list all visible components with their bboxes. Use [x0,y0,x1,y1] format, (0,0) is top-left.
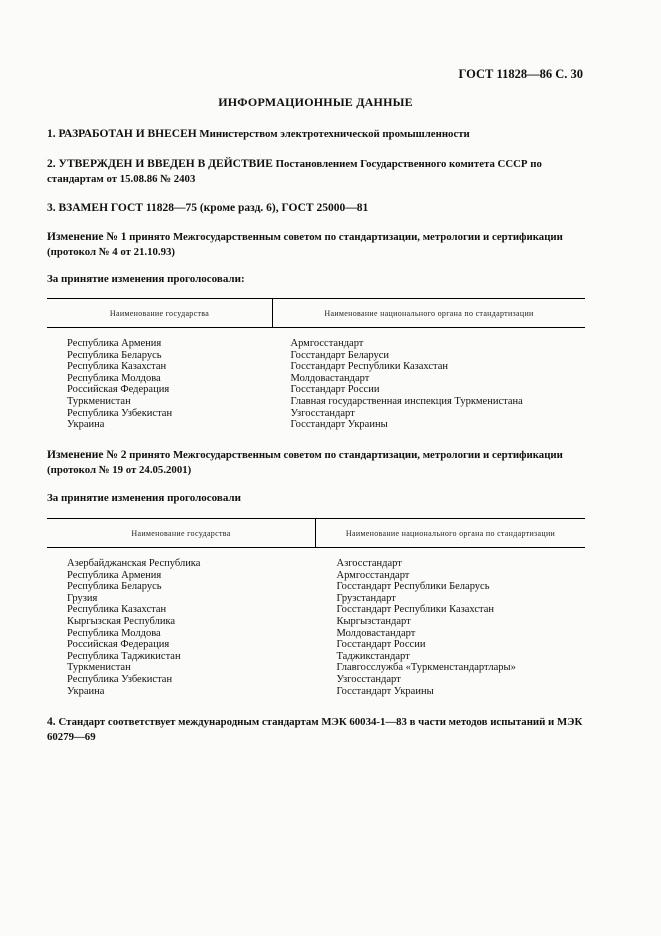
item-1-text: Министерством электротехнической промышленности [196,128,470,140]
table-row: Туркменистан [67,662,131,674]
change-1-text: принято Межгосударственным советом по стандартизации, метрологии и сертификации (протокол № 4 от 21.10.93) [47,231,563,258]
change-1-vote-heading: За принятие изменения проголосовали: [47,273,245,285]
change-1-orgs [273,328,586,431]
table-row: Госстандарт России [336,639,426,651]
change-2-states [47,548,316,698]
table-row: Республика Беларусь [67,349,162,361]
change-2-paragraph [47,448,587,478]
item-3-label: 3. ВЗАМЕН ГОСТ 11828—75 (кроме разд. 6), ГОСТ 25000—81 [47,202,369,214]
table-row: Республика Узбекистан [67,673,173,685]
table-row: Республика Армения [67,338,162,349]
change-2-vote-heading: За принятие изменения проголосовали [47,492,241,504]
item-2 [47,157,587,187]
table-row: Республика Молдова [67,372,161,384]
table-row: Республика Таджикистан [67,650,181,662]
item-2-label: 2. УТВЕРЖДЕН И ВВЕДЕН В ДЕЙСТВИЕ [47,158,273,170]
table-row: Госстандарт Беларуси [290,349,390,361]
table-row: Кыргызская Республика [67,615,176,627]
table-row: Грузия [67,592,98,604]
table-row: Армгосстандарт [336,569,410,581]
table-row: Главная государственная инспекция Туркменистана [290,395,523,407]
table-row: Туркменистан [67,395,131,407]
table-row: Узгосстандарт [336,673,401,685]
item-3 [47,201,587,216]
table-row: Украина [67,419,105,431]
table-row: Госстандарт Украины [336,685,434,697]
table-row: Госстандарт Республики Казахстан [290,361,449,373]
change-1-states [47,328,273,431]
change-1-label: Изменение № 1 [47,231,127,243]
table-row: Украина [67,685,105,697]
change-2-label: Изменение № 2 [47,449,127,461]
table-row: Российская Федерация [67,384,170,396]
table-row: Республика Узбекистан [67,407,173,419]
change-1-col-org: Наименование национального органа по стандартизации [273,299,586,328]
change-2-orgs [316,548,586,698]
page-title: ИНФОРМАЦИОННЫЕ ДАННЫЕ [218,95,413,109]
item-4-label: 4. [47,716,56,728]
table-row: Республика Беларусь [67,581,162,593]
table-row: Российская Федерация [67,639,170,651]
item-4-text: Стандарт соответствует международным стандартам МЭК 60034-1—83 в части методов испытаний и МЭК 60279—69 [47,716,583,743]
item-1-label: 1. РАЗРАБОТАН И ВНЕСЕН [47,128,197,140]
table-row: Узгосстандарт [290,407,355,419]
change-2-text: принято Межгосударственным советом по стандартизации, метрологии и сертификации (протокол № 19 от 24.05.2001) [47,449,563,476]
table-row: Республика Казахстан [67,604,167,616]
change-2-col-org: Наименование национального органа по стандартизации [316,519,586,548]
change-1-paragraph [47,230,587,260]
table-row: Госстандарт Республики Беларусь [336,581,490,593]
table-row: Республика Молдова [67,627,161,639]
table-row: Кыргызстандарт [336,615,411,627]
table-row: Республика Казахстан [67,361,167,373]
table-row: Республика Армения [67,569,162,581]
table-row: Таджикстандарт [336,650,410,662]
table-row: Молдовастандарт [336,627,416,639]
table-row: Молдовастандарт [290,372,370,384]
change-2-col-state: Наименование государства [47,519,316,548]
change-1-table [47,298,585,431]
item-2-text: Постановлением Государственного комитета СССР по стандартам от 15.08.86 № 2403 [47,158,542,185]
table-row: Госстандарт Республики Казахстан [336,604,495,616]
table-row: Главгосслужба «Туркменстандартлары» [336,662,516,674]
change-1-col-state: Наименование государства [47,299,273,328]
item-4 [47,715,587,745]
table-row: Армгосстандарт [290,338,364,349]
item-1 [47,127,587,142]
table-row: Госстандарт России [290,384,380,396]
table-row: Азгосстандарт [336,558,402,569]
page-header: ГОСТ 11828—86 С. 30 [458,67,583,81]
table-row: Грузстандарт [336,592,396,604]
table-row: Азербайджанская Республика [67,558,201,569]
table-row: Госстандарт Украины [290,419,388,431]
change-2-table [47,518,585,697]
